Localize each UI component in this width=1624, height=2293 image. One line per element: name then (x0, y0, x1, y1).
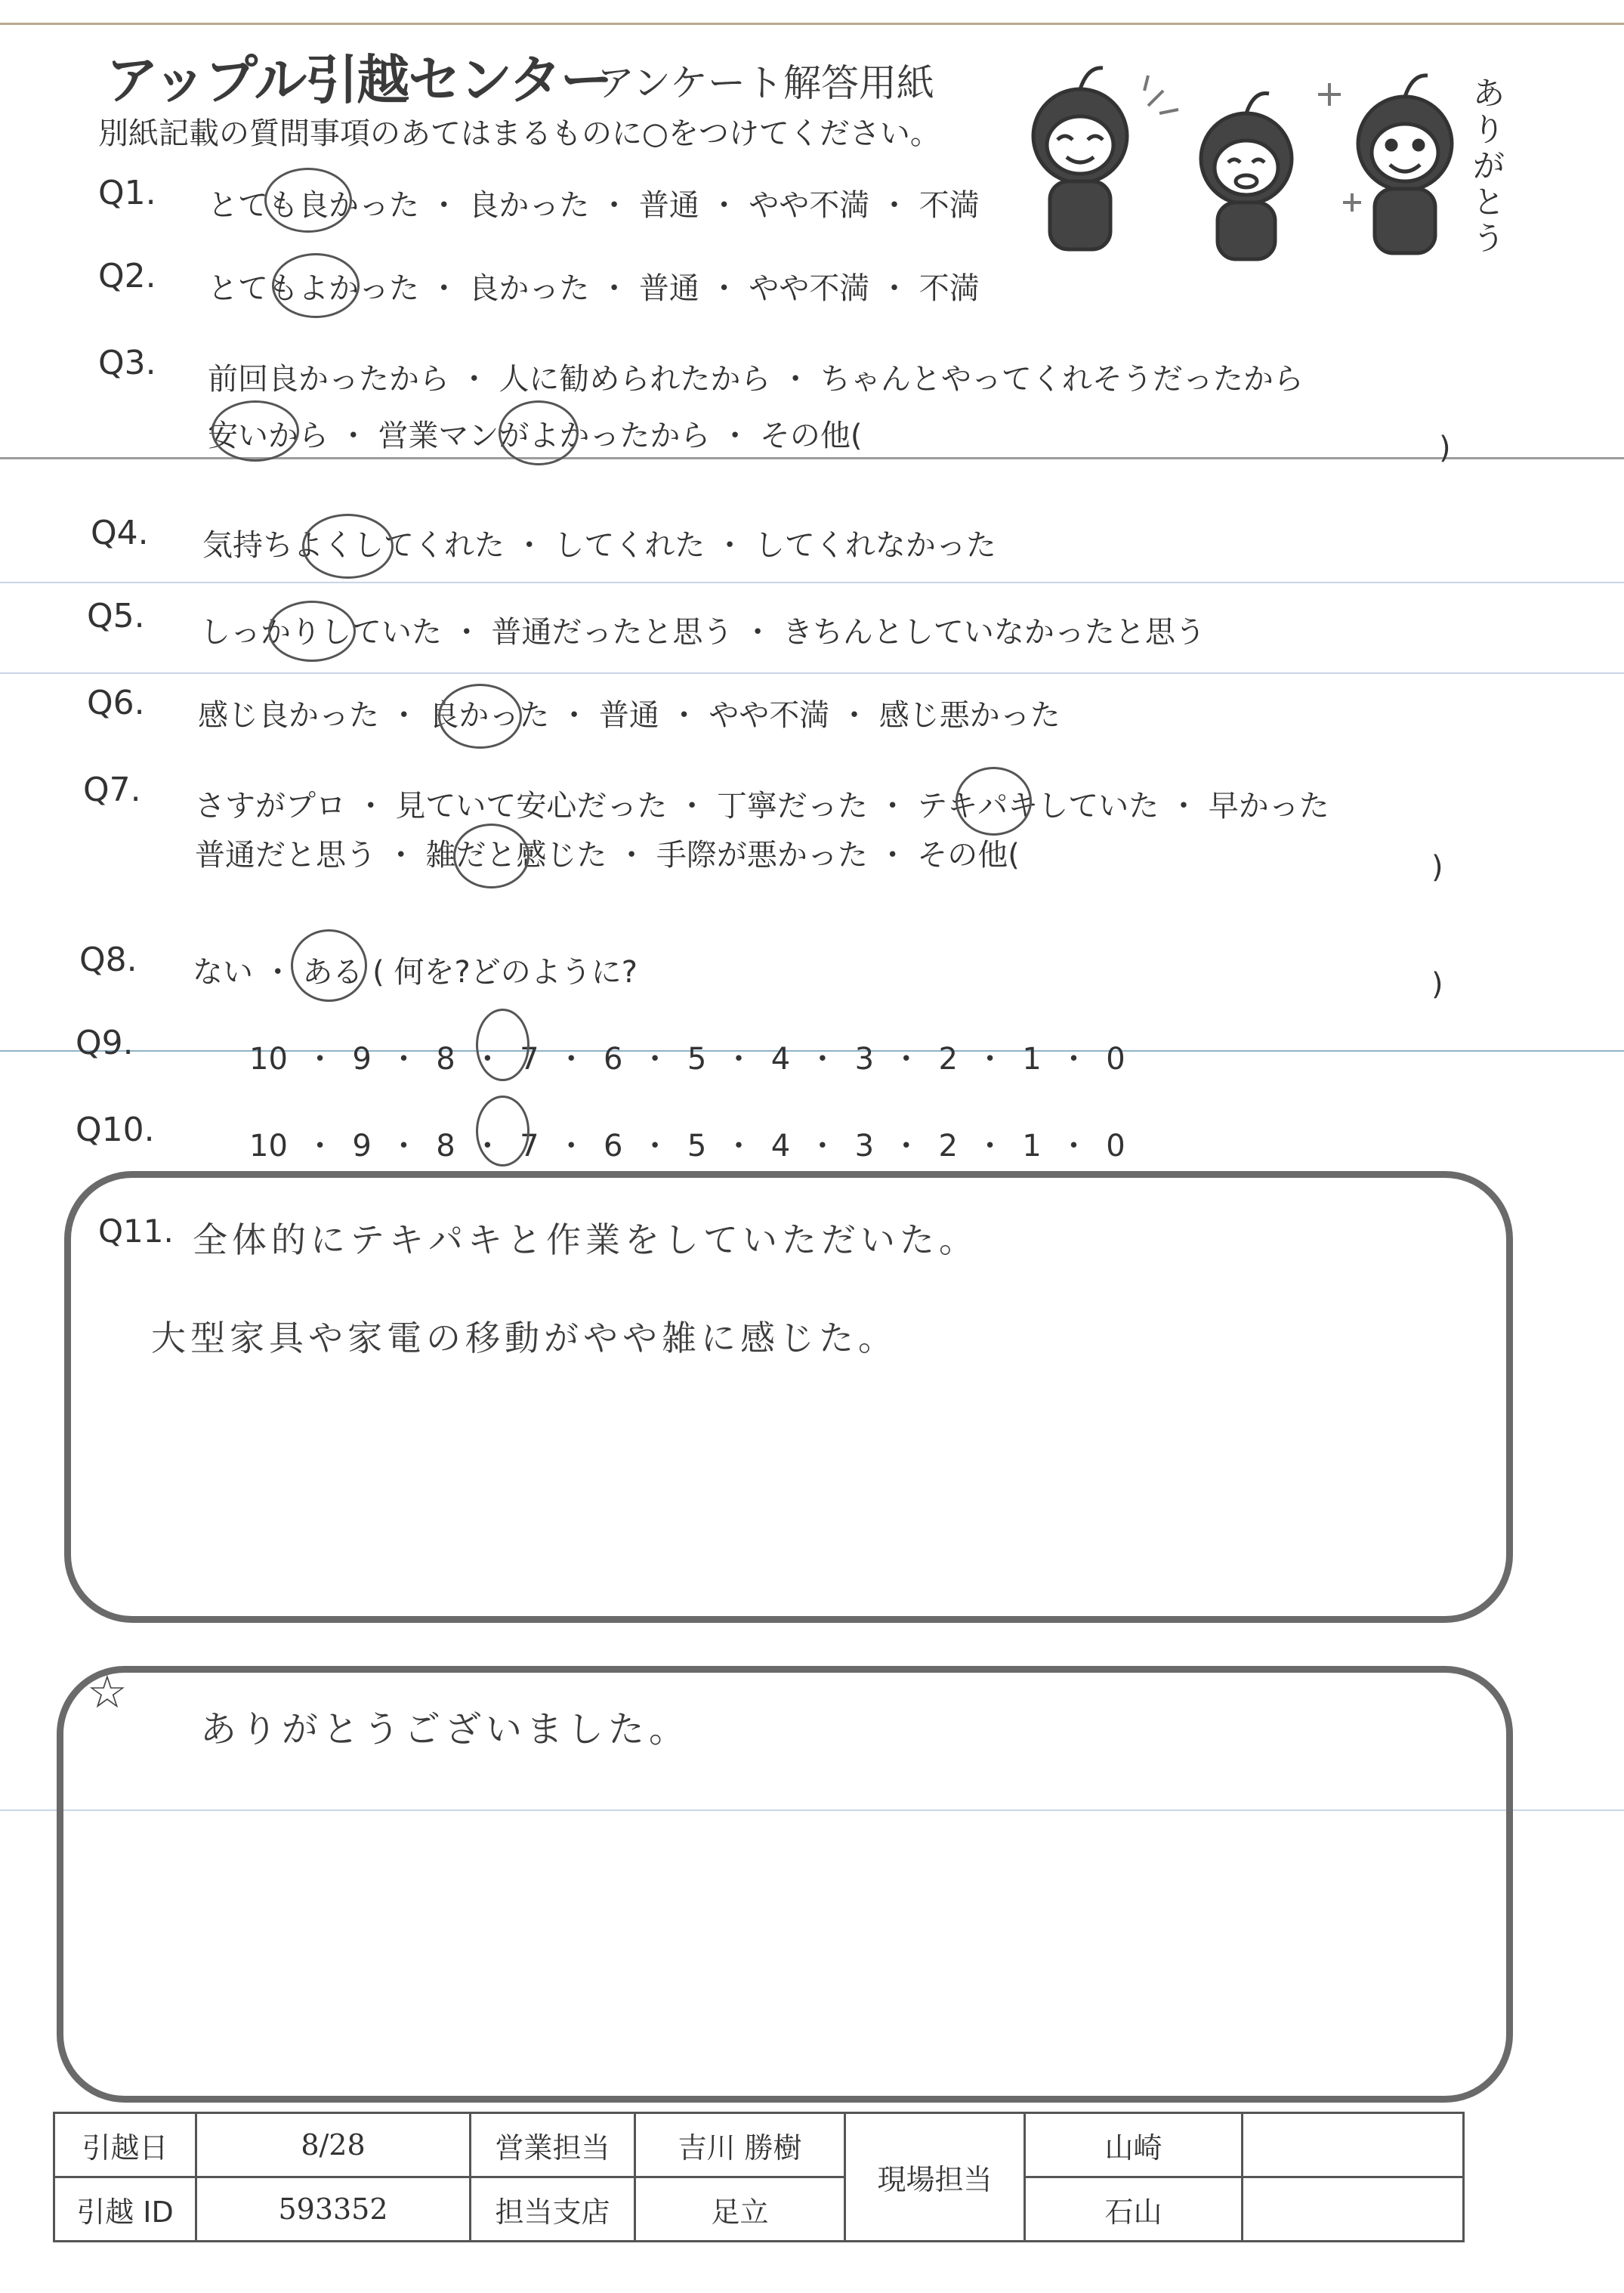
move-id-value: 593352 (196, 2177, 471, 2242)
q3-options-line2: 安いから ・ 営業マンがよかったから ・ その他( (208, 419, 863, 453)
site-rep-value-2: 石山 (1025, 2177, 1243, 2242)
move-date-label: 引越日 (54, 2113, 196, 2177)
site-rep-value-1: 山崎 (1025, 2113, 1243, 2177)
q1-answer-circle (264, 168, 352, 233)
q7-number: Q7. (83, 771, 141, 809)
footer-info-table (53, 2112, 1465, 2242)
site-rep-label: 現場担当 (845, 2113, 1025, 2242)
empty-cell-2 (1243, 2177, 1464, 2242)
q10-scale: 10 ・ 9 ・ 8 ・ 7 ・ 6 ・ 5 ・ 4 ・ 3 ・ 2 ・ 1 ・ 0 (249, 1129, 1125, 1163)
q8-close-paren: ) (1431, 967, 1443, 1002)
q7-options-line2: 普通だと思う ・ 雑だと感じた ・ 手際が悪かった ・ その他( (195, 838, 1020, 873)
q2-options: とてもよかった ・ 良かった ・ 普通 ・ やや不満 ・ 不満 (208, 271, 980, 306)
q4-number: Q4. (91, 514, 149, 552)
q1-options: とても良かった ・ 良かった ・ 普通 ・ やや不満 ・ 不満 (208, 188, 980, 223)
q10-answer-circle (476, 1096, 529, 1167)
empty-cell-1 (1243, 2113, 1464, 2177)
q11-answer-line2: 大型家具や家電の移動がやや雑に感じた。 (151, 1318, 897, 1358)
q3-answer-circle-2 (499, 400, 579, 465)
q6-options: 感じ良かった ・ 良かった ・ 普通 ・ やや不満 ・ 感じ悪かった (198, 698, 1061, 733)
q7-options-line1: さすがプロ ・ 見ていて安心だった ・ 丁寧だった ・ テキパキしていた ・ 早かった (195, 789, 1329, 824)
q7-answer-circle-1 (956, 767, 1032, 836)
form-subtitle: アンケート解答用紙 (597, 61, 934, 105)
q6-number: Q6. (87, 684, 145, 722)
q8-answer-circle (291, 929, 367, 1002)
company-name: アップル引越センター (106, 49, 612, 111)
q4-answer-circle (302, 514, 394, 579)
mascot-caption: ありがとう (1473, 75, 1505, 257)
star-icon: ☆ (87, 1666, 128, 1719)
q9-number: Q9. (76, 1024, 134, 1062)
move-id-label: 引越 ID (54, 2177, 196, 2242)
q4-options: 気持ちよくしてくれた ・ してくれた ・ してくれなかった (202, 528, 996, 563)
q3-close-paren: ) (1439, 431, 1451, 465)
q1-number: Q1. (98, 174, 156, 212)
q5-answer-circle (268, 601, 356, 662)
q8-options: ない ・ ある ( 何を?どのように? (193, 955, 638, 990)
q6-answer-circle (438, 684, 522, 749)
move-date-value: 8/28 (196, 2113, 471, 2177)
q2-number: Q2. (98, 257, 156, 295)
q10-number: Q10. (76, 1111, 155, 1149)
q7-close-paren: ) (1431, 850, 1443, 885)
branch-label: 担当支店 (471, 2177, 635, 2242)
q3-options-line1: 前回良かったから ・ 人に勧められたから ・ ちゃんとやってくれそうだったから (208, 362, 1304, 397)
q9-scale: 10 ・ 9 ・ 8 ・ 7 ・ 6 ・ 5 ・ 4 ・ 3 ・ 2 ・ 1 ・ 0 (249, 1042, 1125, 1077)
q8-number: Q8. (79, 941, 137, 979)
branch-value: 足立 (635, 2177, 845, 2242)
star-answer-text: ありがとうございました。 (200, 1708, 690, 1751)
sales-rep-value: 吉川 勝樹 (635, 2113, 845, 2177)
instruction-text: 別紙記載の質問事項のあてはまるものに○をつけてください。 (98, 116, 940, 151)
q3-answer-circle-1 (211, 400, 299, 462)
q5-options: しっかりしていた ・ 普通だったと思う ・ きちんとしていなかったと思う (200, 615, 1206, 650)
q2-answer-circle (272, 253, 360, 318)
q7-answer-circle-2 (453, 824, 529, 888)
q11-label: Q11. (98, 1213, 174, 1250)
q5-number: Q5. (87, 597, 145, 635)
q9-answer-circle (476, 1009, 529, 1081)
q3-number: Q3. (98, 344, 156, 382)
q11-answer-line1: 全体的にテキパキと作業をしていただいた。 (193, 1219, 978, 1260)
sales-rep-label: 営業担当 (471, 2113, 635, 2177)
mascot-illustration (997, 60, 1526, 264)
